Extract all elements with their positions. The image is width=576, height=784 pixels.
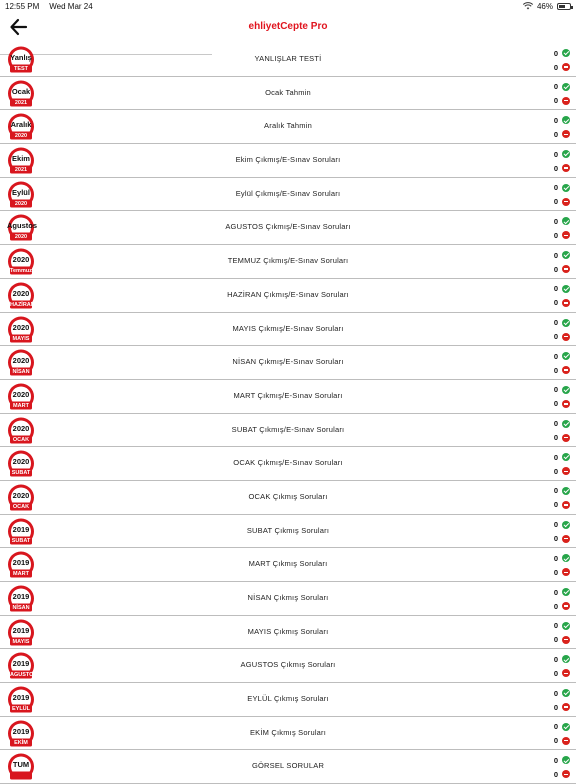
status-date: Wed Mar 24 [49,1,93,11]
check-circle-icon [562,521,570,529]
wrong-count-row [546,397,570,411]
badge-top-text: 2019 [12,693,30,703]
wrong-count: 0 [553,567,558,577]
badge-top-text: 2020 [12,356,30,366]
correct-count-row [546,518,570,532]
status-right [523,2,571,11]
correct-count: 0 [553,688,558,698]
check-circle-icon [562,622,570,630]
calendar-badge-icon [7,416,35,445]
wrong-count: 0 [553,332,558,341]
calendar-badge-icon [7,382,35,411]
check-circle-icon [562,655,570,663]
wrong-count-row [546,464,570,478]
badge-bottom-text: OCAK [12,503,30,510]
test-list-item[interactable] [0,380,576,414]
calendar-badge-icon [7,180,35,209]
test-list-item[interactable] [0,346,576,380]
wrong-count: 0 [553,702,558,712]
minus-circle-icon [562,703,570,711]
correct-count-row [546,686,570,700]
correct-count: 0 [553,183,558,193]
score-stats [546,551,570,579]
correct-count: 0 [553,621,558,631]
minus-circle-icon [562,366,570,374]
minus-circle-icon [562,97,570,105]
test-list-item[interactable] [0,211,576,245]
correct-count-row [546,383,570,397]
correct-count: 0 [553,115,558,125]
test-list-item[interactable] [0,144,576,178]
correct-count-row [546,181,570,195]
check-circle-icon [562,487,570,495]
badge-top-text: 2020 [12,255,30,265]
badge-top-text: 2020 [12,288,30,298]
test-list-item[interactable] [0,279,576,313]
badge-top-text: 2020 [12,457,30,467]
test-title: NİSAN Çıkmış/E-Sınav Soruları [232,357,344,367]
correct-count-row [546,417,570,431]
badge-top-text: Agustos [7,221,37,231]
score-stats [546,686,570,714]
wrong-count-row [546,431,570,445]
test-title: AGUSTOS Çıkmış Soruları [240,660,336,670]
test-list-item[interactable] [0,447,576,481]
score-stats [546,417,570,445]
correct-count: 0 [553,755,558,765]
score-stats [546,181,570,209]
badge-bottom-text: NİSAN [12,369,30,376]
test-title: MAYIS Çıkmış Soruları [247,626,329,636]
minus-circle-icon [562,602,570,610]
wrong-count-row [546,666,570,680]
minus-circle-icon [562,467,570,475]
test-title: MART Çıkmış/E-Sınav Soruları [233,390,343,400]
test-title: AGUSTOS Çıkmış/E-Sınav Soruları [225,222,351,232]
check-circle-icon [562,83,570,91]
test-list-item[interactable] [0,683,576,717]
test-title: Eylül Çıkmış/E-Sınav Soruları [235,188,341,198]
test-title: YANLIŞLAR TESTİ [254,54,322,63]
test-title: HAZİRAN Çıkmış/E-Sınav Soruları [227,289,349,299]
wrong-count: 0 [553,264,558,274]
score-stats [546,720,570,748]
badge-top-text: 2020 [12,322,30,332]
badge-bottom-text: MART [13,571,29,578]
badge-bottom-text: 2021 [14,99,28,106]
check-circle-icon [562,285,570,293]
badge-bottom-text: TEST [13,66,29,72]
badge-top-text: 2019 [12,659,30,669]
check-circle-icon [562,689,570,697]
test-title: GÖRSEL SORULAR [251,761,325,771]
calendar-badge-icon [7,79,35,108]
calendar-badge-icon [7,517,35,546]
correct-count: 0 [553,520,558,530]
badge-bottom-text: HAZİRAN [10,301,35,308]
wrong-count-row [546,700,570,714]
wrong-count-row [546,228,570,242]
calendar-badge-icon [7,449,35,478]
correct-count-row [546,720,570,734]
badge-top-text: 2020 [12,389,30,399]
test-title: OCAK Çıkmış/E-Sınav Soruları [233,458,343,468]
score-stats [546,113,570,141]
test-list-item[interactable] [0,616,576,650]
calendar-badge-icon [7,45,35,74]
test-list-item[interactable] [0,414,576,448]
calendar-badge-icon [7,146,35,175]
correct-count: 0 [553,250,558,260]
correct-count-row [546,753,570,767]
score-stats [546,282,570,310]
test-title: Ekim Çıkmış/E-Sınav Soruları [235,155,341,165]
status-bar [0,0,576,12]
wrong-count-row [546,94,570,108]
test-title: OCAK Çıkmış Soruları [248,491,328,501]
calendar-badge-icon [7,618,35,647]
wrong-count: 0 [553,534,558,544]
score-stats [546,80,570,108]
correct-count: 0 [553,722,558,732]
check-circle-icon [562,554,570,562]
calendar-badge-icon [7,584,35,613]
minus-circle-icon [562,198,570,206]
test-title: Ocak Tahmin [265,87,311,97]
test-title: EYLÜL Çıkmış Soruları [247,694,329,704]
score-stats [546,753,570,781]
test-title: SUBAT Çıkmış/E-Sınav Soruları [231,424,345,434]
calendar-badge-icon [7,752,35,781]
wrong-count-row [546,498,570,512]
wrong-count: 0 [553,129,558,139]
correct-count: 0 [553,149,558,159]
wrong-count-row [546,363,570,377]
battery-percent: 46% [536,1,553,11]
test-list [0,43,576,784]
test-list-item[interactable] [0,313,576,347]
badge-bottom-text [10,772,32,780]
test-list-item[interactable] [0,548,576,582]
minus-circle-icon [562,164,570,172]
test-title: SUBAT Çıkmış Soruları [246,525,330,535]
wrong-count-row [546,532,570,546]
check-circle-icon [562,453,570,461]
correct-count-row [546,46,570,60]
wrong-count-row [546,565,570,579]
calendar-badge-icon [7,483,35,512]
calendar-badge-icon [7,112,35,141]
test-list-item[interactable] [0,582,576,616]
correct-count-row [546,316,570,330]
badge-bottom-text: SUBAT [11,537,31,544]
wrong-count: 0 [553,96,558,106]
correct-count-row [546,113,570,127]
status-time: 12:55 PM [5,1,40,11]
correct-count: 0 [553,452,558,462]
wrong-count-row [546,633,570,647]
nav-bar [0,12,576,44]
score-stats [546,484,570,512]
calendar-badge-icon [7,247,35,276]
check-circle-icon [562,150,570,158]
wrong-count: 0 [553,197,558,207]
score-stats [546,248,570,276]
badge-bottom-text: AGUSTOS [10,672,38,679]
correct-count-row [546,585,570,599]
battery-fill [559,5,565,8]
test-list-item[interactable] [0,750,576,784]
badge-top-text: 2019 [12,625,30,635]
wrong-count: 0 [553,466,558,476]
score-stats [546,450,570,478]
wrong-count: 0 [553,399,558,409]
badge-top-text: Yanlış [10,53,32,62]
badge-top-text: TUM [12,760,30,770]
test-title: EKİM Çıkmış Soruları [249,727,327,737]
badge-top-text: 2019 [12,592,30,601]
wrong-count: 0 [553,365,558,375]
test-title: Aralık Tahmin [264,121,312,131]
wrong-count-row [546,262,570,276]
check-circle-icon [562,352,570,360]
wrong-count-row [546,599,570,613]
correct-count-row [546,349,570,363]
calendar-badge-icon [7,719,35,748]
check-circle-icon [562,184,570,192]
correct-count: 0 [553,486,558,496]
correct-count-row [546,248,570,262]
score-stats [546,383,570,411]
correct-count: 0 [553,587,558,597]
test-list-item[interactable] [0,43,576,77]
correct-count-row [546,147,570,161]
test-title: NİSAN Çıkmış Soruları [247,593,329,602]
badge-bottom-text: NİSAN [12,605,30,611]
badge-top-text: 2020 [12,490,30,500]
score-stats [546,147,570,175]
check-circle-icon [562,319,570,327]
test-list-item[interactable] [0,77,576,111]
correct-count-row [546,282,570,296]
minus-circle-icon [562,568,570,576]
correct-count-row [546,652,570,666]
check-circle-icon [562,723,570,731]
wrong-count: 0 [553,433,558,443]
wrong-count: 0 [553,635,558,645]
test-title: TEMMUZ Çıkmış/E-Sınav Soruları [227,256,349,266]
correct-count-row [546,214,570,228]
correct-count-row [546,450,570,464]
page-title: ehliyetCepte Pro [248,21,328,32]
score-stats [546,316,570,344]
correct-count: 0 [553,654,558,664]
badge-bottom-text: OCAK [12,436,30,443]
wrong-count: 0 [553,736,558,746]
wrong-count-row [546,330,570,344]
badge-bottom-text: MAYIS [12,335,30,342]
wrong-count-row [546,734,570,748]
correct-count-row [546,551,570,565]
badge-top-text: Aralık [10,120,32,130]
wrong-count-row [546,161,570,175]
correct-count: 0 [553,284,558,294]
minus-circle-icon [562,333,570,341]
check-circle-icon [562,588,570,596]
badge-top-text: 2019 [12,558,30,568]
correct-count: 0 [553,553,558,563]
correct-count-row [546,619,570,633]
correct-count: 0 [553,48,558,58]
badge-top-text: 2019 [12,524,30,534]
score-stats [546,349,570,377]
badge-top-text: Ekim [12,154,30,164]
badge-bottom-text: Temmuz [10,268,32,275]
calendar-badge-icon [7,315,35,344]
correct-count-row [546,80,570,94]
minus-circle-icon [562,535,570,543]
test-list-item[interactable] [0,481,576,515]
check-circle-icon [562,251,570,259]
badge-bottom-text: EYLÜL [11,706,31,713]
badge-top-text: 2019 [12,726,30,736]
test-list-item[interactable] [0,110,576,144]
wrong-count-row [546,60,570,74]
minus-circle-icon [562,737,570,745]
score-stats [546,214,570,242]
wrong-count: 0 [553,230,558,240]
minus-circle-icon [562,265,570,273]
correct-count: 0 [553,351,558,361]
score-stats [546,518,570,546]
badge-bottom-text: SUBAT [11,470,31,477]
badge-top-text: 2020 [12,423,30,433]
badge-bottom-text: EKİM [14,739,28,746]
minus-circle-icon [562,400,570,408]
check-circle-icon [562,217,570,225]
calendar-badge-icon [7,550,35,579]
check-circle-icon [562,756,570,764]
minus-circle-icon [562,63,570,71]
badge-bottom-text: 2020 [14,133,28,140]
badge-bottom-text: 2020 [14,200,28,207]
battery-icon [557,3,571,10]
correct-count: 0 [553,82,558,92]
check-circle-icon [562,420,570,428]
wrong-count: 0 [553,298,558,308]
badge-bottom-text: MART [13,402,29,409]
correct-count: 0 [553,385,558,395]
score-stats [546,585,570,613]
wrong-count: 0 [553,163,558,173]
score-stats [546,652,570,680]
test-title: MART Çıkmış Soruları [248,559,328,569]
calendar-badge-icon [7,348,35,377]
test-list-item[interactable] [0,178,576,212]
badge-top-text: Eylül [12,187,30,197]
badge-bottom-text: 2020 [14,234,28,241]
minus-circle-icon [562,636,570,644]
badge-top-text: Ocak [11,86,31,96]
correct-count: 0 [553,216,558,226]
wrong-count: 0 [553,500,558,510]
calendar-badge-icon [7,213,35,242]
correct-count: 0 [553,419,558,429]
calendar-badge-icon [7,281,35,310]
minus-circle-icon [562,501,570,509]
wrong-count: 0 [553,668,558,678]
calendar-badge-icon [7,651,38,680]
score-stats [546,619,570,647]
wrong-count-row [546,127,570,141]
minus-circle-icon [562,299,570,307]
check-circle-icon [562,386,570,394]
minus-circle-icon [562,669,570,677]
wrong-count: 0 [553,769,558,779]
test-list-item[interactable] [0,245,576,279]
score-stats [546,46,570,74]
minus-circle-icon [562,434,570,442]
minus-circle-icon [562,231,570,239]
check-circle-icon [562,49,570,57]
check-circle-icon [562,116,570,124]
calendar-badge-icon [7,685,35,714]
wifi-icon [523,2,533,10]
test-title: MAYIS Çıkmış/E-Sınav Soruları [232,323,344,333]
test-list-item[interactable] [0,649,576,683]
correct-count-row [546,484,570,498]
minus-circle-icon [562,770,570,778]
wrong-count: 0 [553,601,558,611]
correct-count: 0 [553,318,558,327]
minus-circle-icon [562,130,570,138]
wrong-count-row [546,195,570,209]
test-list-item[interactable] [0,515,576,549]
test-list-item[interactable] [0,717,576,751]
badge-bottom-text: 2021 [14,167,28,174]
wrong-count-row [546,296,570,310]
wrong-count-row [546,767,570,781]
badge-bottom-text: MAYIS [12,638,30,645]
wrong-count: 0 [553,62,558,72]
